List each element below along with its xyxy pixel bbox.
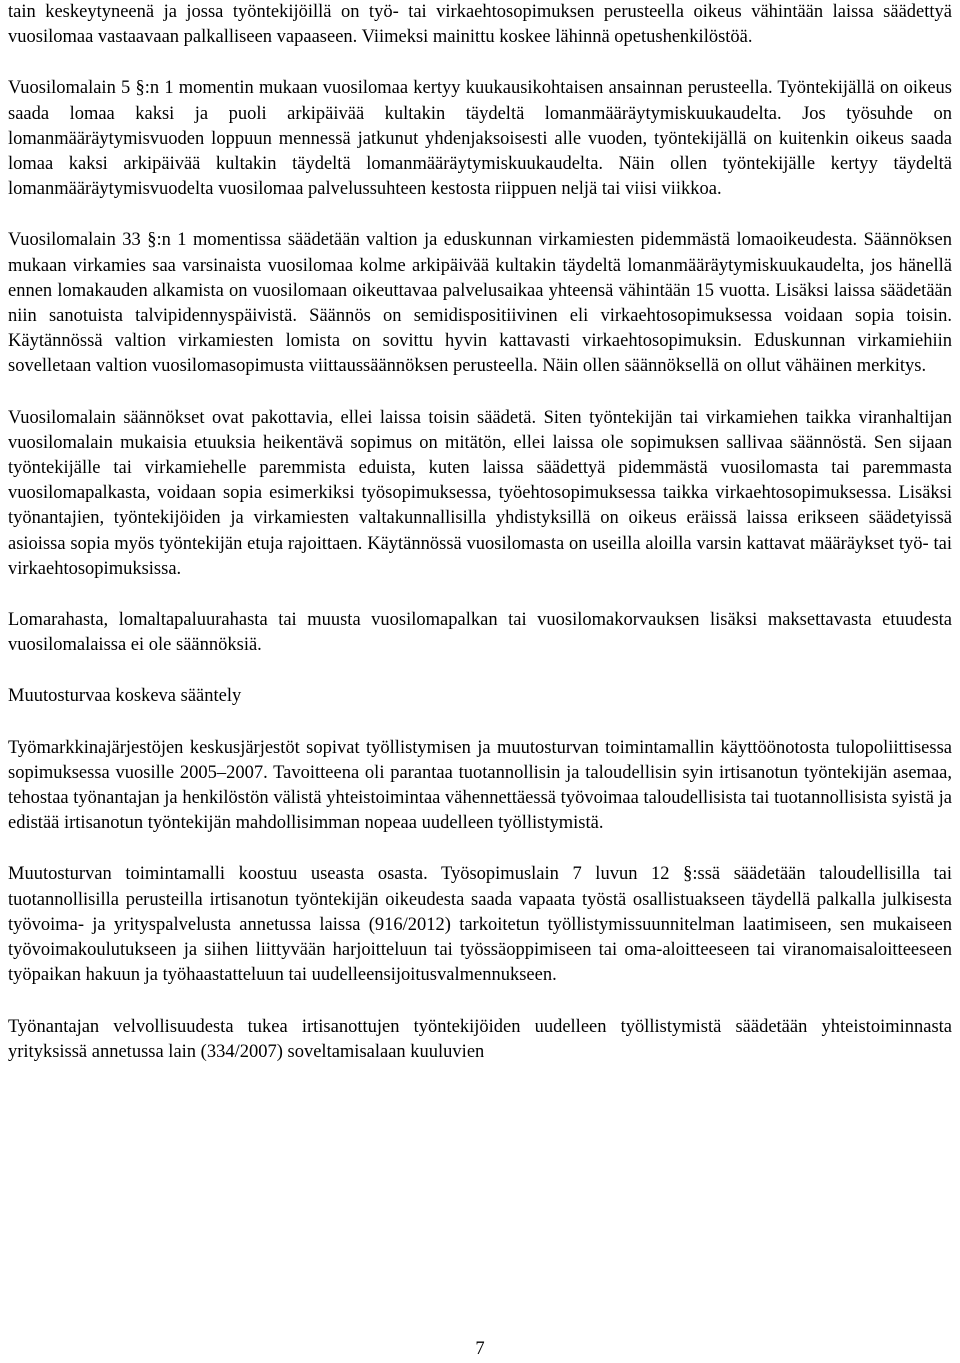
- paragraph-6: Työmarkkinajärjestöjen keskusjärjestöt sopivat työllistymisen ja muutosturvan toimintamallin käyttöönotosta tulopoliittisessa sopimuksessa vuosille 2005–2007. Tavoitteena oli parantaa tuotannollisin ja taloudellisin syin irtisanotun työntekijän asemaa, tehostaa työnantajan ja henkilöstön välistä yhteistoimintaa vähennettäessä työvoimaa taloudellisista tai tuotannollisista syistä ja edistää irtisanotun työntekijän mahdollisimman nopeaa uudelleen työllistymistä.: [8, 737, 952, 834]
- paragraph-5: Lomarahasta, lomaltapaluurahasta tai muusta vuosilomapalkan tai vuosilomakorvauksen lisäksi maksettavasta etuudesta vuosilomalaissa ei ole säännöksiä.: [8, 610, 952, 656]
- paragraph-4: Vuosilomalain säännökset ovat pakottavia, ellei laissa toisin säädetä. Siten työntekijän tai virkamiehen taikka viranhaltijan vuosilomalain mukaisia etuuksia heikentävä sopimus on mitätön, ellei laissa ole sopimuksen sallivaa säännöstä. Sen sijaan työntekijälle tai virkamiehelle paremmista eduista, kuten laissa säädettyä pidemmästä vuosilomasta tai paremmasta vuosilomapalkasta, voidaan sopia esimerkiksi työsopimuksessa, työehtosopimuksessa taikka virkaehtosopimuksessa. Lisäksi työnantajien, työntekijöiden ja virkamiesten valtakunnallisilla yhdistyksillä on oikeus eräissä laissa erikseen säädetyissä asioissa sopia myös työntekijän etuja rajoittaen. Käytännössä vuosilomasta on useilla aloilla varsin kattavat määräykset työ- tai virkaehtosopimuksissa.: [8, 407, 952, 579]
- paragraph-1: tain keskeytyneenä ja jossa työntekijöillä on työ- tai virkaehtosopimuksen perusteella oikeus vähintään laissa säädettyä vuosilomaa vastaavaan palkalliseen vapaaseen. Viimeksi mainittu koskee lähinnä opetushenkilöstöä.: [8, 2, 952, 48]
- paragraph-7: Muutosturvan toimintamalli koostuu useasta osasta. Työsopimuslain 7 luvun 12 §:ssä säädetään taloudellisilla tai tuotannollisilla perusteilla irtisanotun työntekijän oikeudesta saada vapaata työstä osallistuakseen täydellä palkalla julkisesta työvoima- ja yrityspalvelusta annetussa laissa (916/2012) tarkoitetun työllistymissuunnitelman laatimiseen, sen mukaiseen työvoimakoulutukseen ja siihen liittyvään harjoitteluun tai työssäoppimiseen tai oma-aloitteeseen tai viranomaisaloitteeseen työpaikan hakuun ja työhaastatteluun tai uudelleensijoitusvalmennukseen.: [8, 864, 952, 986]
- paragraph-3: Vuosilomalain 33 §:n 1 momentissa säädetään valtion ja eduskunnan virkamiesten pidemmästä lomaoikeudesta. Säännöksen mukaan virkamies saa varsinaista vuosilomaa kolme arkipäivää kultakin täydeltä lomanmääräytymiskuukaudelta, jos hänellä ennen lomakauden alkamista on vuosilomaan oikeuttavaa palvelusaikaa yhteensä vähintään 15 vuotta. Lisäksi laissa säädetään niin sanotuista talvipidennyspäivistä. Säännös on semidispositiivinen eli virkaehtosopimuksessa voidaan sopia toisin. Käytännössä valtion virkamiesten lomista on sovittu hyvin kattavasti virkaehtosopimuksin. Eduskunnan virkamiehiin sovelletaan valtion vuosilomasopimusta viittaussäännöksen perusteella. Näin ollen säännöksellä on ollut vähäinen merkitys.: [8, 230, 952, 377]
- page-number: 7: [475, 1339, 485, 1359]
- section-heading: Muutosturvaa koskeva sääntely: [8, 686, 242, 707]
- document-page: [8, 0, 952, 1065]
- paragraph-8: Työnantajan velvollisuudesta tukea irtisanottujen työntekijöiden uudelleen työllistymistä säädetään yhteistoiminnasta yrityksissä annetussa lain (334/2007) soveltamisalaan kuuluvien: [8, 1016, 952, 1062]
- paragraph-2: Vuosilomalain 5 §:n 1 momentin mukaan vuosilomaa kertyy kuukausikohtaisen ansainnan perusteella. Työntekijällä on oikeus saada lomaa kaksi ja puoli arkipäivää kultakin täydeltä lomanmääräytymiskuukaudelta. Jos työsuhde on lomanmääräytymisvuoden loppuun mennessä jatkunut yhdenjaksoisesti alle vuoden, työntekijällä on kuitenkin oikeus saada lomaa kaksi arkipäivää kultakin täydeltä lomanmääräytymiskuukaudelta. Näin ollen työntekijälle kertyy täydeltä lomanmääräytymisvuodelta vuosilomaa palvelussuhteen kestosta riippuen neljä tai viisi viikkoa.: [8, 78, 952, 200]
